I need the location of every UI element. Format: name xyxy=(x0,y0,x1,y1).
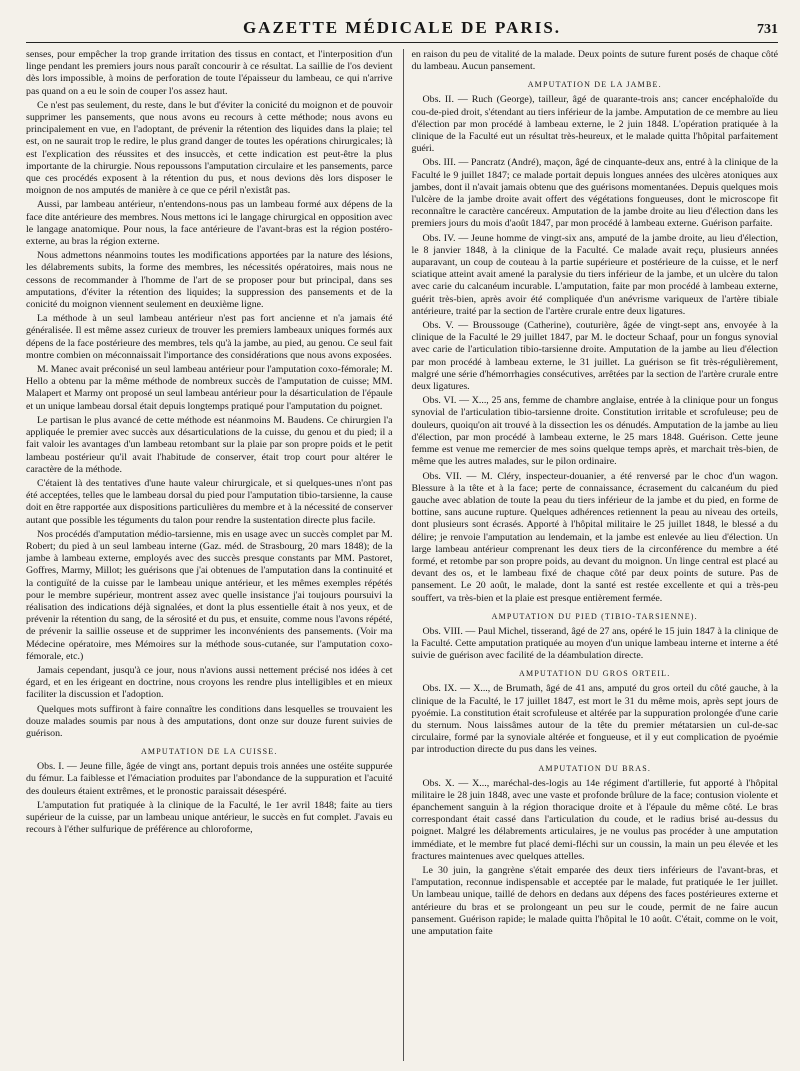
text-columns xyxy=(26,49,778,1061)
paragraph: Le 30 juin, la gangrène s'était emparée des deux tiers inférieurs de l'avant-bras, et l'amputation, reconnue indispensable et acceptée par le malade, fut pratiquée le 1er juillet. Un lambeau unique, taillé de dehors en dedans aux dépens des faces postérieures externe et antérieure du bras et se prolongeant un peu sur le coude, permit de ne faire aucun pansement. Guérison rapide; le malade quitta l'hôpital le 10 août. C'était, comme on le voit, une amputation faite xyxy=(411,864,778,937)
paragraph: Nous admettons néanmoins toutes les modifications apportées par la nature des lésions, les délabrements subits, la forme des membres, les nécessités opératoires, mais nous ne cessons de recommander à l'homme de l'art de se proposer pour but principal, dans ses amputations, d'éviter la rétention des liquides; la suppression des pansements et de la conicité du moignon viennent seulement en deuxième ligne. xyxy=(26,250,393,311)
paragraph: Obs. VI. — X..., 25 ans, femme de chambre anglaise, entrée à la clinique pour un fongus synovial de l'articulation tibio-tarsienne droite. Constitution irritable et scrofuleuse; peu de douleurs, quoiqu'on ait trouvé à la dissection les os dénudés. Amputation de la jambe au lieu d'élection, par mon procédé à lambeau externe, le 25 mars 1848. Guérison. Cette jeune femme est venue me remercier de mes soins quelque temps après, et marchait très-bien, de même que les autres malades, sur le pilon ordinaire. xyxy=(411,395,778,468)
paragraph: M. Manec avait préconisé un seul lambeau antérieur pour l'amputation coxo-fémorale; M. Hello a obtenu par la même méthode de nombreux succès de l'amputation de cuisse; MM. Malapert et Marmy ont proposé un seul lambeau antérieur pour la désarticulation de l'épaule et un unique lambeau dorsal était depuis longtemps pratiqué pour l'amputation du poignet. xyxy=(26,364,393,412)
paragraph: Obs. V. — Broussouge (Catherine), couturière, âgée de vingt-sept ans, envoyée à la clinique de la Faculté le 29 juillet 1847, par M. le docteur Schaaf, pour un fongus synovial avec carie de l'articulation tibio-tarsienne droite. Amputation de la jambe au lieu d'élection par mon procédé à lambeau externe, le 31 juillet. La guérison se fit très-régulièrement, malgré une série d'hémorrhagies consécutives, arrêtées par la section de l'artère crurale entre deux ligatures. xyxy=(411,320,778,393)
paragraph: Obs. IX. — X..., de Brumath, âgé de 41 ans, amputé du gros orteil du côté gauche, à la clinique de la Faculté, le 17 juillet 1847, est mort le 31 du même mois, après sept jours de pyoémie. La constitution était scrofuleuse et altérée par la suppuration prolongée d'une carie du sternum. Nous laissâmes autour de la tête du premier métatarsien un cul-de-sac circulaire, formé par la synoviale altérée et fongueuse, et il y eut complication de pyoémie par introduction directe du pus dans les veines. xyxy=(411,683,778,756)
paragraph: en raison du peu de vitalité de la malade. Deux points de suture furent posés de chaque côté du lambeau. Aucun pansement. xyxy=(411,49,778,73)
section-heading: AMPUTATION DE LA CUISSE. xyxy=(140,747,278,757)
paragraph: Obs. IV. — Jeune homme de vingt-six ans, amputé de la jambe droite, au lieu d'élection, le 8 janvier 1848, à la clinique de la Faculté. Ce malade avait reçu, plusieurs années auparavant, un coup de couteau à la partie supérieure et postérieure de la cuisse, et le nerf sciatique atteint avait amené la paralysie du tiers inférieur de la jambe, et un ulcère du talon avec carie du calcanéum incurable. L'amputation, faite par mon procédé à lambeau externe, guérit très-bien, après avoir été compliquée d'un anévrisme variqueux de l'artère tibiale antérieure, traité par la section de l'artère crurale entre deux ligatures. xyxy=(411,232,778,317)
section-heading: AMPUTATION DU BRAS. xyxy=(538,763,652,773)
paragraph: Obs. VIII. — Paul Michel, tisserand, âgé de 27 ans, opéré le 15 juin 1847 à la clinique de la Faculté. Cette amputation pratiquée au moyen d'un unique lambeau interne et interne a été suivie de guérison avec facilité de la déambulation directe. xyxy=(411,625,778,662)
paragraph: Aussi, par lambeau antérieur, n'entendons-nous pas un lambeau formé aux dépens de la face dite antérieure des membres. Nous mettons ici le langage chirurgical en opposition avec le langage anatomique. Pour nous, la face antérieure de l'avant-bras est la région postéro-externe, au bras la région externe. xyxy=(26,199,393,248)
paragraph: Ce n'est pas seulement, du reste, dans le but d'éviter la conicité du moignon et de pouvoir supprimer les pansements, que nous avons eu recours à cette méthode; nous avons eu principalement en vue, en l'adoptant, de prévenir la rétention des liquides dans la plaie; tel est, on ne saurait trop le redire, le plus grand danger de toutes les opérations chirurgicales; là est l'explication des réussites et des insuccès, et cette indication est peut-être la plus importante de la chirurgie. Nous repoussons l'amputation circulaire et les pansements, parce que ces procédés exposent à la rétention du pus, et nous devions dès lors disposer le moignon de nos amputés de manière à ce que ce péril n'existât pas. xyxy=(26,99,393,197)
left-column xyxy=(26,49,393,1061)
paragraph: Le partisan le plus avancé de cette méthode est néanmoins M. Baudens. Ce chirurgien l'a appliquée le premier avec succès aux désarticulations de la cuisse, du genou et du pied; il a fait valoir les avantages d'un lambeau retombant sur la plaie par son propre poids et le petit lambeau postérieur qu'il avait l'habitude de conserver, était trop court pour altérer le caractère de la méthode. xyxy=(26,414,393,475)
paragraph: L'amputation fut pratiquée à la clinique de la Faculté, le 1er avril 1848; faite au tiers supérieur de la cuisse, par un lambeau unique antérieur, le succès en fut complet. J'avais eu recours à l'éther sulfurique de préférence au chloroforme, xyxy=(26,799,393,836)
paragraph: Obs. I. — Jeune fille, âgée de vingt ans, portant depuis trois années une ostéite suppurée du fémur. La faiblesse et l'émaciation produites par l'abondance de la suppuration et l'acuité des douleurs étaient extrêmes, et le pronostic paraissait désespéré. xyxy=(26,761,393,797)
paragraph: Obs. III. — Pancratz (André), maçon, âgé de cinquante-deux ans, entré à la clinique de la Faculté le 9 juillet 1847; ce malade portait depuis longues années des ulcères atoniques aux jambes, dont il n'avait jamais obtenu que des guérisons momentanées. Depuis quelques mois l'ulcère de la jambe droite avait offert des végétations fongueuses, dont le microscope fit reconnaître le caractère cancéreux. Amputation de la jambe droite au lieu d'élection dans les premiers jours du mois d'août 1847, par mon procédé à lambeau externe. Guérison parfaite. xyxy=(411,157,778,230)
section-heading: AMPUTATION DU GROS ORTEIL. xyxy=(519,669,671,679)
paragraph: Obs. VII. — M. Cléry, inspecteur-douanier, a été renversé par le choc d'un wagon. Blessure à la tête et à la face; perte de connaissance, écrasement du calcanéum du pied gauche avec ablation de toute la peau du tiers inférieur de la jambe et du pied, en forme de bottine, sans aucune rupture. Quelques adhérences retiennent la peau au niveau des orteils, dont plusieurs sont écrasés. Apporté à l'hôpital militaire le 25 juillet 1848, le blessé a du délire; je renvoie l'amputation au lendemain, et la jambe est enlevée au lieu d'élection. Un large lambeau antérieur comprenant les deux tiers de la circonférence du membre a été formé, et retombe par son propre poids, au devant du moignon. Un linge central est placé au devant des os, et le lambeau fixé de chaque côté par deux points de suture. Pas de pansement. Le 20 août, le malade, dont la santé est restée excellente et qui a très-peu souffert, va très-bien et la plaie est presque entièrement fermée. xyxy=(411,470,778,604)
section-heading: AMPUTATION DE LA JAMBE. xyxy=(527,80,662,90)
page-header xyxy=(26,14,778,43)
paragraph: senses, pour empêcher la trop grande irritation des tissus en contact, et l'interposition d'un linge pendant les premiers jours nous paraît concourir à ce résultat. La saillie de l'os devient dès lors impossible, à moins de perforation de toute l'épaisseur du lambeau, ce qui n'arrive pas quand on a eu le soin de couper l'os assez haut. xyxy=(26,49,393,97)
right-column xyxy=(403,49,779,1061)
page-number: 731 xyxy=(757,22,778,37)
paragraph: Nos procédés d'amputation médio-tarsienne, mis en usage avec un succès complet par M. Robert; du pied à un seul lambeau interne (Gaz. méd. de Strasbourg, 20 mars 1848); de la jambe à lambeau externe, employés avec des succès presque constants par MM. Pastoret, Goffres, Marmy, Millot; les guérisons que j'ai obtenues de l'amputation dans la continuité et la contiguïté de la cuisse par le lambeau unique antérieur, et les mêmes exemples répétés pour le membre supérieur, montrent assez avec quelle insistance j'ai toujours poursuivi la réalisation des indications déjà signalées, et dont la plus essentielle était à nos yeux, et de prévenir la rétention du sang, de la sérosité et du pus, et ensuite, comme nous l'avons répété, de prévenir la saillie osseuse et de supprimer les inconvénients des pansements. (Voir ma Médecine opératoire, mes Mémoires sur la méthode sous-cutanée, sur l'amputation coxo-fémorale, etc.) xyxy=(26,528,393,662)
paragraph: Jamais cependant, jusqu'à ce jour, nous n'avions aussi nettement précisé nos idées à cet égard, et en les érigeant en doctrine, nous croyons les rendre plus intelligibles et en mieux faciliter la discussion et l'adoption. xyxy=(26,664,393,701)
paragraph: Obs. II. — Ruch (George), tailleur, âgé de quarante-trois ans; cancer encéphaloïde du cou-de-pied droit, s'étendant au tiers inférieur de la jambe. Amputation de ce membre au lieu d'élection par mon procédé à lambeau externe, le 2 juin 1848. L'opération pratiquée à la clinique de la Faculté eut un résultat très-heureux, et le malade quitta l'hôpital parfaitement guéri. xyxy=(411,94,778,155)
paragraph: C'étaient là des tentatives d'une haute valeur chirurgicale, et si quelques-unes n'ont pas été acceptées, telles que le lambeau dorsal du pied pour l'amputation tibio-tarsienne, la cause doit en être rapportée aux dispositions particulières du membre et à la nécessité de conserver autant que possible les téguments du talon pour rendre la sustentation directe plus facile. xyxy=(26,477,393,526)
paragraph: La méthode à un seul lambeau antérieur n'est pas fort ancienne et n'a jamais été généralisée. Il est même assez curieux de trouver les premiers lambeaux uniques formés aux dépens de la face postérieure des membres, tels qu'à la jambe, au pied, au genou. Ce seul fait montre combien on méconnaissait l'importance des considérations que nous avons exposées. xyxy=(26,313,393,361)
paragraph: Obs. X. — X..., maréchal-des-logis au 14e régiment d'artillerie, fut apporté à l'hôpital militaire le 28 juin 1848, avec une vaste et profonde brûlure de la face; contusion violente et épanchement sanguin à la région thoracique droite et à l'épaule du même côté. Le bras correspondant était cassé dans l'articulation du coude, et le radius brisé au-dessus du poignet. Malgré les délabrements articulaires, je ne voulus pas procéder à une amputation immédiate, et le membre fut placé demi-fléchi sur un coussin, la main un peu élevée et les fractures maintenues avec quelques attelles. xyxy=(411,777,778,862)
section-heading: AMPUTATION DU PIED (TIBIO-TARSIENNE). xyxy=(491,611,698,621)
paragraph: Quelques mots suffiront à faire connaître les conditions dans lesquelles se trouvaient les douze malades soumis par nous à des amputations, dont onze sur douze furent suivies de guérison. xyxy=(26,703,393,739)
journal-title: GAZETTE MÉDICALE DE PARIS. xyxy=(242,18,562,37)
